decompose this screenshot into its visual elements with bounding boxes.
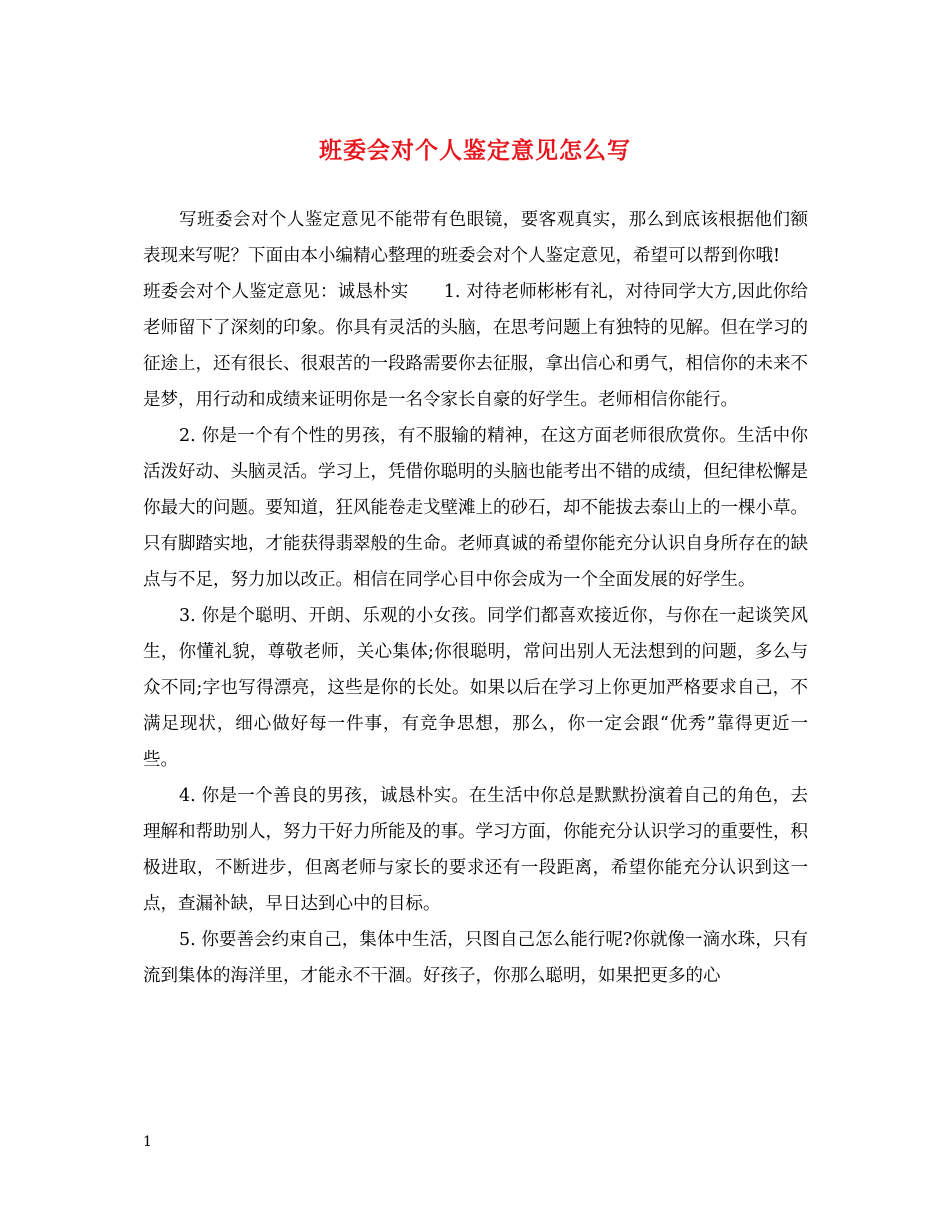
intro-paragraph: 写班委会对个人鉴定意见不能带有色眼镜，要客观真实，那么到底该根据他们额表现来写呢？下面由本小编精心整理的班委会对个人鉴定意见，希望可以帮到你哦! bbox=[143, 210, 808, 266]
paragraph-2: 2. 你是一个有个性的男孩，有不服输的精神，在这方面老师很欣赏你。生活中你活泼好动、头脑灵活。学习上，凭借你聪明的头脑也能考出不错的成绩，但纪律松懈是你最大的问题。要知道，狂风能卷走戈壁滩上的砂石，却不能拔去泰山上的一棵小草。只有脚踏实地，才能获得翡翠般的生命。老师真诚的希望你能充分认识自身所存在的缺点与不足，努力加以改正。相信在同学心目中你会成为一个全面发展的好学生。 bbox=[143, 426, 808, 590]
paragraph-3: 3. 你是个聪明、开朗、乐观的小女孩。同学们都喜欢接近你，与你在一起谈笑风生，你懂礼貌，尊敬老师，关心集体;你很聪明，常问出别人无法想到的问题，多么与众不同;字也写得漂亮，这些是你的长处。如果以后在学习上你更加严格要求自己，不满足现状，细心做好每一件事，有竞争思想，那么，你一定会跟“优秀”靠得更近一些。 bbox=[143, 606, 808, 770]
paragraph-1: 班委会对个人鉴定意见：诚恳朴实 1. 对待老师彬彬有礼，对待同学大方,因此你给老师留下了深刻的印象。你具有灵活的头脑，在思考问题上有独特的见解。但在学习的征途上，还有很长、很艰苦的一段路需要你去征服，拿出信心和勇气，相信你的未来不是梦，用行动和成绩来证明你是一名令家长自豪的好学生。老师相信你能行。 bbox=[143, 282, 808, 410]
document-title: 班委会对个人鉴定意见怎么写 bbox=[319, 137, 631, 164]
page-number: 1 bbox=[143, 1134, 152, 1150]
paragraph-5: 5. 你要善会约束自己，集体中生活，只图自己怎么能行呢?你就像一滴水珠，只有流到集体的海洋里，才能永不干涸。好孩子，你那么聪明，如果把更多的心 bbox=[143, 930, 808, 986]
document-body bbox=[143, 202, 808, 994]
paragraph-4: 4. 你是一个善良的男孩，诚恳朴实。在生活中你总是默默扮演着自己的角色，去理解和帮助别人，努力干好力所能及的事。学习方面，你能充分认识学习的重要性，积极进取，不断进步，但离老师与家长的要求还有一段距离，希望你能充分认识到这一点，查漏补缺，早日达到心中的目标。 bbox=[143, 786, 808, 914]
